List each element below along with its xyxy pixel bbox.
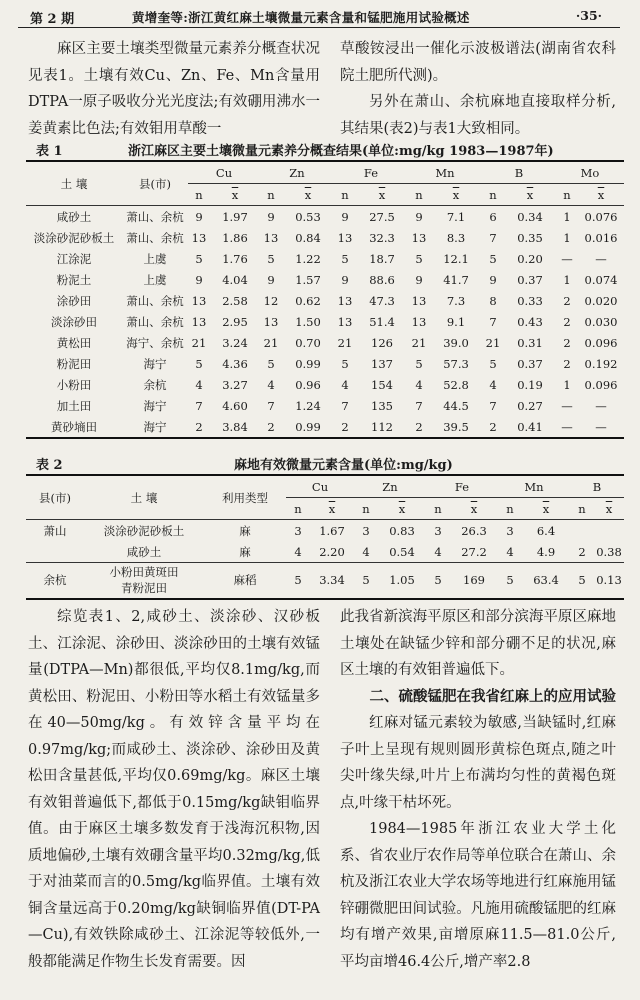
table-cell: 0.074 — [584, 272, 618, 287]
table-cell: — — [595, 398, 607, 413]
table-row — [26, 290, 624, 311]
table-cell: 3 — [434, 523, 442, 538]
table-cell-county: 萧山、余杭 — [126, 209, 184, 224]
table2-subheader-mean: $\overline{x}$ — [470, 501, 478, 516]
table-row — [26, 353, 624, 374]
table-cell: 1.76 — [222, 251, 248, 266]
table-cell: 21 — [191, 335, 207, 350]
table-cell: 13 — [411, 230, 427, 245]
table-cell: 4 — [195, 377, 203, 392]
paragraph: 另外在萧山、余杭麻地直接取样分析,其结果(表2)与表1大致相同。 — [340, 94, 616, 137]
table-cell-county: 海宁 — [143, 419, 167, 434]
table-cell: 63.4 — [533, 573, 559, 588]
table-cell: 9 — [267, 209, 275, 224]
paragraph: 综览表1、2,咸砂土、淡涂砂、汉砂板土、江涂泥、涂砂田、淡涂砂田的土壤有效锰量(DTPA—Mn)都很低,平均仅8.1mg/kg,而黄松田、粉泥田、小粉田等水稻土有效锰量多在40—50mg/kg。有效锌含量平均在0.97mg/kg;而咸砂土、淡涂砂、涂砂田及黄松田含量甚低,平均仅0.69mg/kg。麻区土壤有效钼普遍低下,都低于0.15mg/kg缺钼临界值。由于麻区土壤多数发育于浅海沉积物,因质地偏砂,土壤有效硼含量平均0.32mg/kg,低于对油菜而言的0.5mg/kg临界值。土壤有效铜含量远高于0.20mg/kg缺铜临界值(DT-PA—Cu),有效铁除咸砂土、江涂泥等较低外,一般都能满足作物生长发育需要。因 — [28, 609, 320, 970]
table-cell: 7 — [195, 398, 203, 413]
table-cell: 9 — [489, 272, 497, 287]
table-cell-county: 萧山、余杭 — [126, 230, 184, 245]
table-cell: 4.36 — [222, 356, 248, 371]
table2-subheader-n: n — [294, 501, 302, 516]
table2-subheader-n: n — [578, 501, 586, 516]
table-cell: 2.20 — [319, 544, 345, 559]
table1-subheader-n: n — [489, 187, 497, 202]
table-cell: 4 — [294, 544, 302, 559]
table-cell: 12.1 — [443, 251, 469, 266]
table-cell: 4.04 — [222, 272, 248, 287]
table-cell: 5 — [294, 573, 302, 588]
bottom-left-column — [28, 604, 320, 975]
table1-header-element: Mn — [408, 161, 482, 184]
table2-header-element: Mn — [498, 475, 570, 498]
table-cell: 2.95 — [222, 314, 248, 329]
table1-header-element: B — [482, 161, 556, 184]
table-cell: 26.3 — [461, 523, 487, 538]
paragraph: 红麻对锰元素较为敏感,当缺锰时,红麻子叶上呈现有规则圆形黄棕色斑点,随之叶尖叶缘失绿,叶片上布满均匀性的黄褐色斑点,叶缘干枯坏死。 — [340, 715, 616, 811]
table-cell: 9 — [195, 209, 203, 224]
table-cell-soil: 咸砂土 — [126, 544, 162, 559]
table-cell: 4 — [415, 377, 423, 392]
table-cell: — — [561, 419, 573, 434]
table-cell: 21 — [485, 335, 501, 350]
table-cell: 2 — [195, 419, 203, 434]
table-cell: 0.192 — [584, 356, 618, 371]
table-cell: 5 — [489, 251, 497, 266]
table-cell: 21 — [263, 335, 279, 350]
table-row — [26, 206, 624, 228]
table1-header-soil: 土 壤 — [60, 176, 88, 191]
table2-caption — [36, 454, 626, 472]
table-cell-soil: 江涂泥 — [56, 251, 92, 266]
table-cell: 57.3 — [443, 356, 469, 371]
table-cell: 5 — [341, 251, 349, 266]
table-row — [26, 520, 624, 542]
table-cell: 41.7 — [443, 272, 469, 287]
table1 — [26, 160, 624, 439]
table-cell: 9 — [415, 209, 423, 224]
table-cell-soil: 咸砂土 — [56, 209, 92, 224]
table-cell: 9 — [341, 209, 349, 224]
table-cell-county: 海宁 — [143, 398, 167, 413]
table-cell: 5 — [434, 573, 442, 588]
table-cell: 3 — [362, 523, 370, 538]
table-cell: 4.60 — [222, 398, 248, 413]
table-cell: 2 — [578, 544, 586, 559]
table-cell-county: 余杭 — [43, 573, 67, 588]
table-cell: 13 — [337, 314, 353, 329]
table-cell: 4 — [341, 377, 349, 392]
table-cell: 18.7 — [369, 251, 395, 266]
table-cell: 7 — [489, 314, 497, 329]
table-cell: 0.70 — [295, 335, 321, 350]
table-cell: 13 — [191, 293, 207, 308]
table-cell: 5 — [341, 356, 349, 371]
table-cell: 2 — [267, 419, 275, 434]
paragraph: 草酸铵浸出一催化示波极谱法(湖南省农科院土肥所代测)。 — [340, 41, 616, 84]
table-cell: 1.86 — [222, 230, 248, 245]
table-cell: — — [595, 419, 607, 434]
table2-header-element: Cu — [286, 475, 354, 498]
table-cell: 0.096 — [584, 335, 618, 350]
table-cell: 0.99 — [295, 356, 321, 371]
table1-header-element: Fe — [334, 161, 408, 184]
table1-number: 表 1 — [36, 144, 63, 159]
table-cell: 32.3 — [369, 230, 395, 245]
table-cell — [570, 520, 594, 542]
table1-subheader-mean: $\overline{x}$ — [452, 187, 460, 202]
table1-caption — [36, 140, 626, 158]
table2-number: 表 2 — [36, 458, 63, 473]
table1-subheader-n: n — [267, 187, 275, 202]
table-cell: 1.05 — [389, 573, 415, 588]
table-cell: 2 — [489, 419, 497, 434]
table-cell: 88.6 — [369, 272, 395, 287]
running-title: 黄增奎等:浙江黄红麻土壤微量元素含量和锰肥施用试验概述 — [132, 10, 470, 25]
table-cell: 6 — [489, 209, 497, 224]
table-cell-county: 上虞 — [143, 251, 167, 266]
table1-subheader-n: n — [415, 187, 423, 202]
table1-subheader-mean: $\overline{x}$ — [378, 187, 386, 202]
table-cell: 0.53 — [295, 209, 321, 224]
table-cell-county: 海宁、余杭 — [126, 335, 184, 350]
table-cell: 1.67 — [319, 523, 345, 538]
table-cell: 27.2 — [461, 544, 487, 559]
table-cell: 2 — [563, 314, 571, 329]
table-cell: 1 — [563, 272, 571, 287]
table1-subheader-mean: $\overline{x}$ — [231, 187, 239, 202]
table-cell-soil: 加土田 — [56, 398, 92, 413]
table1-header-element: Zn — [260, 161, 334, 184]
table-cell-use: 麻 — [239, 523, 251, 538]
table-cell: 13 — [191, 230, 207, 245]
table-cell: 47.3 — [369, 293, 395, 308]
table-row — [26, 311, 624, 332]
table2-header-element: Fe — [426, 475, 498, 498]
table-row — [26, 332, 624, 353]
table-cell: 1.22 — [295, 251, 321, 266]
table-cell: 7.1 — [446, 209, 466, 224]
table-cell: 5 — [195, 251, 203, 266]
table-cell: 21 — [411, 335, 427, 350]
table-cell-county — [26, 541, 84, 563]
table-cell: 0.19 — [517, 377, 543, 392]
section-heading: 二、硫酸锰肥在我省红麻上的应用试验 — [369, 687, 616, 705]
paragraph: 1984—1985年浙江农业大学土化系、省农业厅农作局等单位联合在萧山、余杭及浙江农业大学农场等地进行红麻施用锰锌硼微肥田间试验。凡施用硫酸锰肥的红麻均有增产效果,亩增原麻11.5—81.0公斤,平均亩增46.4公斤,增产率2.8 — [340, 821, 616, 970]
table-cell: 1.97 — [222, 209, 248, 224]
table-cell: 0.43 — [517, 314, 543, 329]
table-cell: 4 — [434, 544, 442, 559]
table-cell: 0.37 — [517, 356, 543, 371]
table-cell: 0.20 — [517, 251, 543, 266]
table-cell: 3.84 — [222, 419, 248, 434]
table-cell: 0.35 — [517, 230, 543, 245]
table-cell-soil: 淡涂砂田 — [51, 314, 97, 329]
table-cell-soil: 粉泥田 — [56, 356, 92, 371]
table2-header-soil: 土 壤 — [130, 490, 158, 505]
table-cell: 5 — [489, 356, 497, 371]
table-cell: 13 — [337, 293, 353, 308]
table1-subheader-n: n — [195, 187, 203, 202]
paragraph: 麻区主要土壤类型微量元素养分概查状况见表1。土壤有效Cu、Zn、Fe、Mn含量用DTPA一原子吸收分光光度法;有效硼用沸水一姜黄素比色法;有效钼用草酸一 — [28, 41, 320, 137]
table-cell: 1.50 — [295, 314, 321, 329]
table1-header-element: Cu — [188, 161, 260, 184]
table-cell: 0.096 — [584, 377, 618, 392]
table-cell: 5 — [415, 356, 423, 371]
table1-subheader-mean: $\overline{x}$ — [526, 187, 534, 202]
table-row — [26, 248, 624, 269]
table-cell: 8.3 — [446, 230, 466, 245]
table-cell: 27.5 — [369, 209, 395, 224]
table-cell: 5 — [415, 251, 423, 266]
table2 — [26, 474, 624, 600]
table-cell: 2 — [415, 419, 423, 434]
table-cell-soil: 淡涂砂泥砂板土 — [33, 230, 115, 245]
table-cell: 0.37 — [517, 272, 543, 287]
table-cell: 1 — [563, 377, 571, 392]
table-cell: 0.31 — [517, 335, 543, 350]
table-cell: 0.41 — [517, 419, 543, 434]
table-cell: 13 — [263, 314, 279, 329]
table-cell: 0.54 — [389, 544, 415, 559]
table-cell: 13 — [411, 293, 427, 308]
table-cell: 0.99 — [295, 419, 321, 434]
table-cell: 0.030 — [584, 314, 618, 329]
table1-title: 浙江麻区主要土壤微量元素养分概查结果(单位:mg/kg 1983—1987年) — [128, 144, 554, 159]
table-cell: 0.96 — [295, 377, 321, 392]
table-cell-county: 上虞 — [143, 272, 167, 287]
table-cell: 44.5 — [443, 398, 469, 413]
table-cell: 3.34 — [319, 573, 345, 588]
table-cell: 7.3 — [446, 293, 466, 308]
table2-subheader-n: n — [506, 501, 514, 516]
table-cell: 39.0 — [443, 335, 469, 350]
table2-header-use: 利用类型 — [222, 490, 268, 505]
table-row — [26, 416, 624, 438]
table-cell: 3 — [294, 523, 302, 538]
table-cell: 0.33 — [517, 293, 543, 308]
table-cell: 135 — [371, 398, 393, 413]
table-cell: 21 — [337, 335, 353, 350]
table-cell: 6.4 — [536, 523, 556, 538]
table-cell: 4 — [362, 544, 370, 559]
table-cell: 3.24 — [222, 335, 248, 350]
table-cell-soil: 淡涂砂泥砂板土 — [103, 523, 185, 538]
table-cell: 7 — [489, 230, 497, 245]
table2-header-element: B — [570, 475, 624, 498]
table-row — [26, 563, 624, 599]
table-cell: 13 — [191, 314, 207, 329]
table-cell: 126 — [371, 335, 393, 350]
table-cell: 5 — [578, 573, 586, 588]
paragraph: 此我省新滨海平原区和部分滨海平原区麻地土壤处在缺锰少锌和部分硼不足的状况,麻区土壤的有效钼普遍低下。 — [340, 609, 616, 678]
table1-subheader-n: n — [563, 187, 571, 202]
table1-subheader-mean: $\overline{x}$ — [304, 187, 312, 202]
table-cell: 0.83 — [389, 523, 415, 538]
table-cell: 0.84 — [295, 230, 321, 245]
table-row — [26, 374, 624, 395]
table-cell: 5 — [362, 573, 370, 588]
table-cell: 7 — [415, 398, 423, 413]
table-cell: 7 — [341, 398, 349, 413]
table1-header-element: Mo — [556, 161, 624, 184]
table-cell-soil: 小粉田 — [56, 377, 92, 392]
table-cell: 169 — [463, 573, 485, 588]
table-cell: 1.24 — [295, 398, 321, 413]
table-cell: 3 — [506, 523, 514, 538]
table-cell: 5 — [267, 356, 275, 371]
table-cell-county: 萧山、余杭 — [126, 314, 184, 329]
table-cell: 0.27 — [517, 398, 543, 413]
header-rule — [18, 27, 620, 28]
top-right-column — [340, 36, 616, 142]
page-header — [0, 0, 640, 34]
table-cell: 2 — [563, 356, 571, 371]
table2-subheader-n: n — [434, 501, 442, 516]
table2-subheader-mean: $\overline{x}$ — [398, 501, 406, 516]
table-cell: 13 — [411, 314, 427, 329]
table-cell: 0.13 — [596, 573, 622, 588]
table-cell-soil: 粉泥土 — [56, 272, 92, 287]
table2-subheader-n: n — [362, 501, 370, 516]
table-cell: 0.38 — [596, 544, 622, 559]
table2-header-county: 县(市) — [39, 490, 71, 505]
table-cell: 3.27 — [222, 377, 248, 392]
table2-subheader-mean: $\overline{x}$ — [605, 501, 613, 516]
table-cell: 5 — [195, 356, 203, 371]
table-cell: 0.016 — [584, 230, 618, 245]
table-cell: 1.57 — [295, 272, 321, 287]
table2-header-element: Zn — [354, 475, 426, 498]
table-cell: 9 — [267, 272, 275, 287]
table-cell: 0.62 — [295, 293, 321, 308]
table-cell-soil: 黄松田 — [56, 335, 92, 350]
table-cell: 0.34 — [517, 209, 543, 224]
table-cell: 1 — [563, 230, 571, 245]
table1-header-county: 县(市) — [139, 176, 171, 191]
table-row — [26, 269, 624, 290]
table-cell: 39.5 — [443, 419, 469, 434]
page-number: ·35· — [575, 8, 602, 23]
table-cell: — — [595, 251, 607, 266]
table-cell: 9 — [415, 272, 423, 287]
table-row — [26, 395, 624, 416]
table-cell-county: 余杭 — [143, 377, 167, 392]
table-cell-county: 海宁 — [143, 356, 167, 371]
table-cell-soil: 小粉田黄斑田 青粉泥田 — [109, 565, 179, 596]
table-cell: 9.1 — [446, 314, 466, 329]
table-cell: 52.8 — [443, 377, 469, 392]
table-cell: 13 — [263, 230, 279, 245]
table-cell: 1 — [563, 209, 571, 224]
table-cell-use: 麻 — [239, 544, 251, 559]
table-cell: 5 — [267, 251, 275, 266]
table-cell: 9 — [195, 272, 203, 287]
table-row — [26, 541, 624, 563]
table-cell: 4 — [506, 544, 514, 559]
table-cell: 2 — [341, 419, 349, 434]
table-cell: 0.076 — [584, 209, 618, 224]
table-cell-use: 麻稻 — [233, 573, 257, 588]
table-cell: 4 — [489, 377, 497, 392]
table-cell: 2 — [563, 335, 571, 350]
table-cell: — — [561, 398, 573, 413]
table-cell: 12 — [263, 293, 279, 308]
table-cell: 4 — [267, 377, 275, 392]
table-cell: 51.4 — [369, 314, 395, 329]
table-cell: 0.020 — [584, 293, 618, 308]
table-cell: 5 — [506, 573, 514, 588]
table-cell: 2 — [563, 293, 571, 308]
table-cell: 2.58 — [222, 293, 248, 308]
table-row — [26, 227, 624, 248]
table-cell: 154 — [371, 377, 393, 392]
bottom-right-column — [340, 604, 616, 975]
table-cell: 9 — [341, 272, 349, 287]
table-cell-soil: 黄砂墒田 — [51, 419, 97, 434]
table-cell: 4.9 — [536, 544, 556, 559]
table2-subheader-mean: $\overline{x}$ — [328, 501, 336, 516]
top-left-column — [28, 36, 320, 142]
issue-number: 第 2 期 — [30, 12, 75, 27]
table-cell: 7 — [267, 398, 275, 413]
table-cell: 112 — [371, 419, 393, 434]
table1-subheader-mean: $\overline{x}$ — [597, 187, 605, 202]
table-cell-county: 萧山、余杭 — [126, 293, 184, 308]
table-cell: 137 — [371, 356, 393, 371]
table-cell: 8 — [489, 293, 497, 308]
table-cell-soil: 涂砂田 — [56, 293, 92, 308]
table1-subheader-n: n — [341, 187, 349, 202]
table-cell-county: 萧山 — [43, 523, 67, 538]
table-cell: 13 — [337, 230, 353, 245]
table2-subheader-mean: $\overline{x}$ — [542, 501, 550, 516]
table-cell: 7 — [489, 398, 497, 413]
table-cell: — — [561, 251, 573, 266]
table-cell — [594, 520, 624, 542]
table2-title: 麻地有效微量元素含量(单位:mg/kg) — [234, 458, 453, 473]
